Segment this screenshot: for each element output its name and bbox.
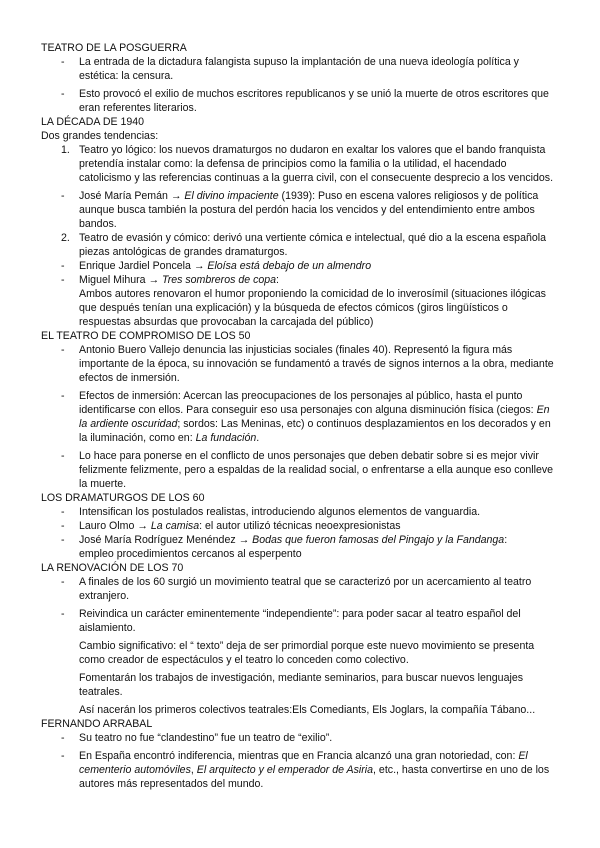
list-item: [41, 389, 560, 445]
list-item: [41, 449, 560, 491]
number-marker: 1.: [61, 144, 70, 156]
continuation-text: Fomentarán los trabajos de investigación, mediante seminarios, para buscar nuevos lenguajes teatrales.: [79, 672, 524, 698]
item-text: Su teatro no fue “clandestino” fue un teatro de “exilio”.: [79, 732, 333, 744]
list-item: [41, 87, 560, 115]
item-text: Lo hace para ponerse en el conflicto de unos personajes que deben debatir sobre si es mejor vivir felizmente felizmente, pero a espaldas de la realidad social, o enfrentarse a ella aunque eso conlleve la muerte.: [79, 450, 554, 490]
list-item: [41, 731, 560, 745]
heading-posguerra: TEATRO DE LA POSGUERRA: [41, 42, 187, 54]
item-text: (1939): Puso en escena valores religiosos y de política aunque busca también la postura del perdón hacia los vencidos y del entendimiento entre ambos bandos.: [79, 190, 539, 230]
dash-marker: -: [61, 88, 65, 100]
work-title: El divino impaciente: [184, 190, 279, 202]
dash-marker: -: [61, 750, 65, 762]
list-item: [41, 519, 560, 533]
dash-marker: -: [61, 56, 65, 68]
item-text: Lauro Olmo →: [79, 520, 151, 532]
dash-marker: -: [61, 190, 65, 202]
item-text: A finales de los 60 surgió un movimiento teatral que se caracterizó por un acercamiento al teatro extranjero.: [79, 576, 532, 602]
heading-70: LA RENOVACIÓN DE LOS 70: [41, 562, 184, 574]
item-text: ; sordos: Las Meninas, etc) o continuos desplazamientos en los decorados y en la iluminación, como en:: [79, 418, 551, 444]
subheading-tendencias: Dos grandes tendencias:: [41, 130, 159, 142]
work-title: El cementerio automóviles: [79, 750, 528, 776]
list-item: [41, 259, 560, 273]
item-text: José María Rodríguez Menéndez →: [79, 534, 253, 546]
work-title: Tres sombreros de copa: [162, 274, 277, 286]
dash-marker: -: [61, 534, 65, 546]
dash-marker: -: [61, 608, 65, 620]
dash-marker: -: [61, 732, 65, 744]
list-item: [41, 189, 560, 231]
list-item: [41, 505, 560, 519]
continuation-text: Así nacerán los primeros colectivos teatrales:Els Comediants, Els Joglars, la compañía Tábano...: [79, 704, 536, 716]
list-item: [41, 55, 560, 83]
item-text: Reivindica un carácter eminentemente “independiente”: para poder sacar al teatro español del aislamiento.: [79, 608, 521, 634]
list-item: [41, 533, 560, 547]
dash-marker: -: [61, 260, 65, 272]
numbered-item: [41, 231, 560, 259]
list-item: [41, 607, 560, 635]
item-text: En España encontró indiferencia, mientras que en Francia alcanzó una gran notoriedad, con:: [79, 750, 519, 762]
work-title: Bodas que fueron famosas del Pingajo y la Fandanga: [252, 534, 505, 546]
item-text: :: [504, 534, 508, 546]
item-text: :: [276, 274, 279, 286]
item-text: José María Pemán →: [79, 190, 185, 202]
heading-arrabal: FERNANDO ARRABAL: [41, 718, 153, 730]
number-marker: 2.: [61, 232, 70, 244]
work-title: En la ardiente oscuridad: [79, 404, 550, 430]
heading-1940: LA DÉCADA DE 1940: [41, 116, 145, 128]
work-title: La fundación: [195, 432, 257, 444]
dash-marker: -: [61, 576, 65, 588]
item-text: Miguel Mihura →: [79, 274, 163, 286]
continuation-text: empleo procedimientos cercanos al esperpento: [79, 548, 302, 560]
numbered-item: [41, 143, 560, 185]
dash-marker: -: [61, 344, 65, 356]
list-item: [41, 273, 560, 287]
work-title: El arquitecto y el emperador de Asiria: [196, 764, 374, 776]
item-text: .: [256, 432, 260, 444]
heading-50: EL TEATRO DE COMPROMISO DE LOS 50: [41, 330, 251, 342]
heading-60: LOS DRAMATURGOS DE LOS 60: [41, 492, 205, 504]
item-text: Enrique Jardiel Poncela →: [79, 260, 208, 272]
item-text: : el autor utilizó técnicas neoexpresionistas: [199, 520, 401, 532]
item-text: Efectos de inmersión: Acercan las preocupaciones de los personajes al público, hasta el punto identificarse con ellos. Para conseguir eso usa personajes con alguna disminución física (ciegos:: [79, 390, 537, 416]
item-text: , etc., hasta convertirse en uno de los autores más representados del mundo.: [79, 764, 550, 790]
dash-marker: -: [61, 450, 65, 462]
item-text: Intensifican los postulados realistas, introduciendo algunos elementos de vanguardia.: [79, 506, 481, 518]
dash-marker: -: [61, 390, 65, 402]
list-item: [41, 749, 560, 791]
dash-marker: -: [61, 274, 65, 286]
continuation-text: Ambos autores renovaron el humor proponiendo la comicidad de lo inverosímil (situaciones ilógicas que después tenían una explicación) y la búsqueda de efectos cómicos (giros lingüísticos o respuestas absurdas que provocaban la carcajada del público): [79, 288, 546, 328]
item-text: Teatro de evasión y cómico: derivó una vertiente cómica e intelectual, qué dio a la escena española piezas antológicas de grandes dramaturgos.: [79, 232, 546, 258]
item-text: ,: [190, 764, 197, 776]
list-item: [41, 343, 560, 385]
item-text: Antonio Buero Vallejo denuncia las injusticias sociales (finales 40). Representó la figura más importante de la época, su innovación se fundamentó a través de signos internos a la obra, mediante efectos de inmersión.: [79, 344, 554, 384]
dash-marker: -: [61, 506, 65, 518]
work-title: La camisa: [150, 520, 200, 532]
list-item: [41, 575, 560, 603]
dash-marker: -: [61, 520, 65, 532]
continuation-text: Cambio significativo: el “ texto” deja de ser primordial porque este nuevo movimiento se presenta como creador de espectáculos y el teatro lo conceden como colectivo.: [79, 640, 535, 666]
item-text: Teatro yo lógico: los nuevos dramaturgos no dudaron en exaltar los valores que el bando franquista pretendía instalar como: la defensa de principios como la familia o la utilidad, el hacendado catolicismo y las referencias continuas a la guerra civil, con el consecuente desprecio a los vencidos.: [79, 144, 554, 184]
item-text: Esto provocó el exilio de muchos escritores republicanos y se unió la muerte de otros escritores que eran referentes literarios.: [79, 88, 549, 114]
work-title: Eloísa está debajo de un almendro: [207, 260, 372, 272]
item-text: La entrada de la dictadura falangista supuso la implantación de una nueva ideología política y estética: la censura.: [79, 56, 519, 82]
